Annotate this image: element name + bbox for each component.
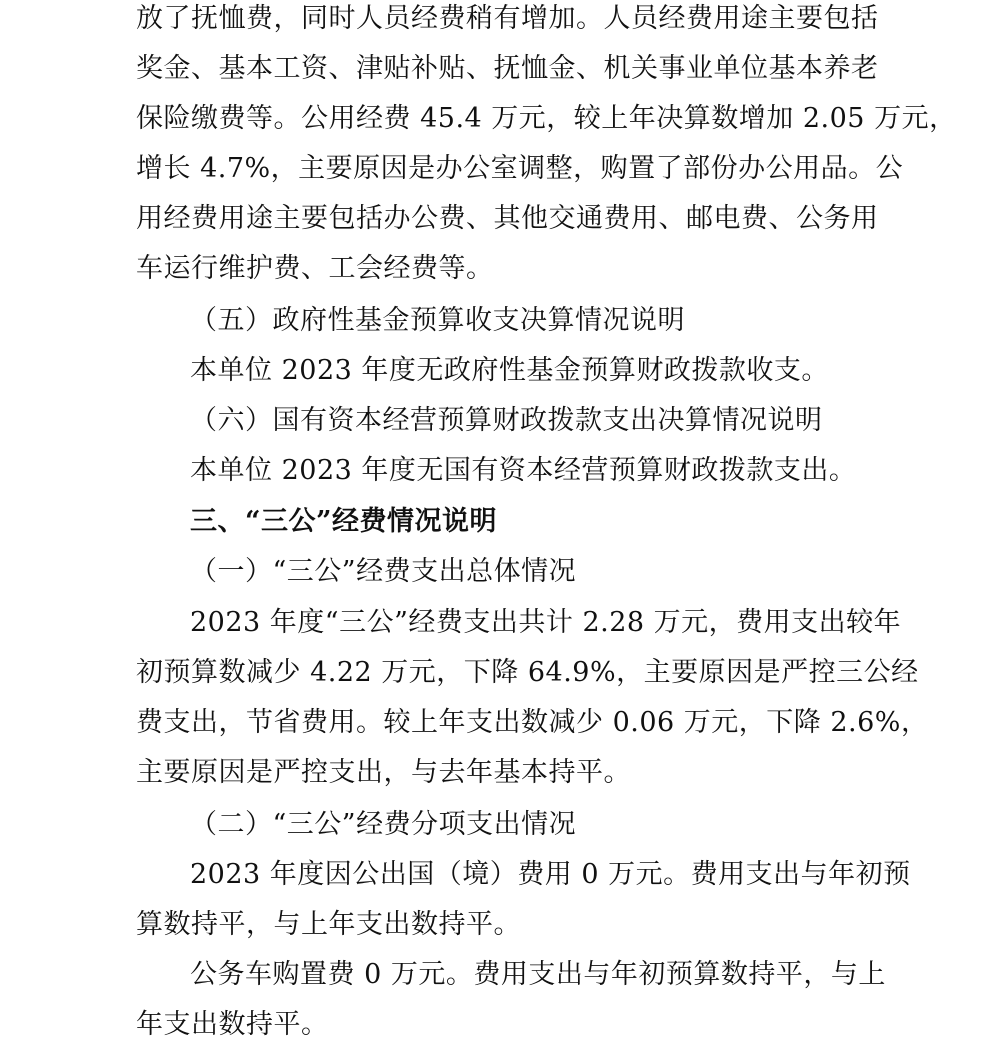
body-text-line: 算数持平，与上年支出数持平。	[136, 909, 521, 940]
section-heading: （一）“三公”经费支出总体情况	[190, 556, 577, 587]
body-text-line: 本单位 2023 年度无国有资本经营预算财政拨款支出。	[190, 455, 857, 486]
body-text-line: 初预算数减少 4.22 万元，下降 64.9%，主要原因是严控三公经	[136, 657, 919, 688]
section-heading: （五）政府性基金预算收支决算情况说明	[190, 305, 685, 336]
body-text-line: 年支出数持平。	[136, 1009, 329, 1040]
body-text-line: 用经费用途主要包括办公费、其他交通费用、邮电费、公务用	[136, 203, 879, 234]
section-heading: （六）国有资本经营预算财政拨款支出决算情况说明	[190, 405, 823, 436]
body-text-line: 2023 年度“三公”经费支出共计 2.28 万元，费用支出较年	[190, 607, 902, 638]
body-text-line: 增长 4.7%，主要原因是办公室调整，购置了部份办公用品。公	[136, 153, 904, 184]
section-heading: （二）“三公”经费分项支出情况	[190, 809, 577, 840]
body-text-line: 放了抚恤费，同时人员经费稍有增加。人员经费用途主要包括	[136, 3, 879, 34]
body-text-line: 车运行维护费、工会经费等。	[136, 253, 494, 284]
body-text-line: 费支出，节省费用。较上年支出数减少 0.06 万元，下降 2.6%，	[136, 707, 929, 738]
body-text-line: 本单位 2023 年度无政府性基金预算财政拨款收支。	[190, 355, 829, 386]
body-text-line: 公务车购置费 0 万元。费用支出与年初预算数持平，与上	[190, 959, 886, 990]
body-text-line: 奖金、基本工资、津贴补贴、抚恤金、机关事业单位基本养老	[136, 53, 879, 84]
chapter-heading: 三、“三公”经费情况说明	[190, 506, 498, 537]
body-text-line: 2023 年度因公出国（境）费用 0 万元。费用支出与年初预	[190, 859, 911, 890]
body-text-line: 主要原因是严控支出，与去年基本持平。	[136, 757, 631, 788]
body-text-line: 保险缴费等。公用经费 45.4 万元，较上年决算数增加 2.05 万元，	[136, 103, 957, 134]
